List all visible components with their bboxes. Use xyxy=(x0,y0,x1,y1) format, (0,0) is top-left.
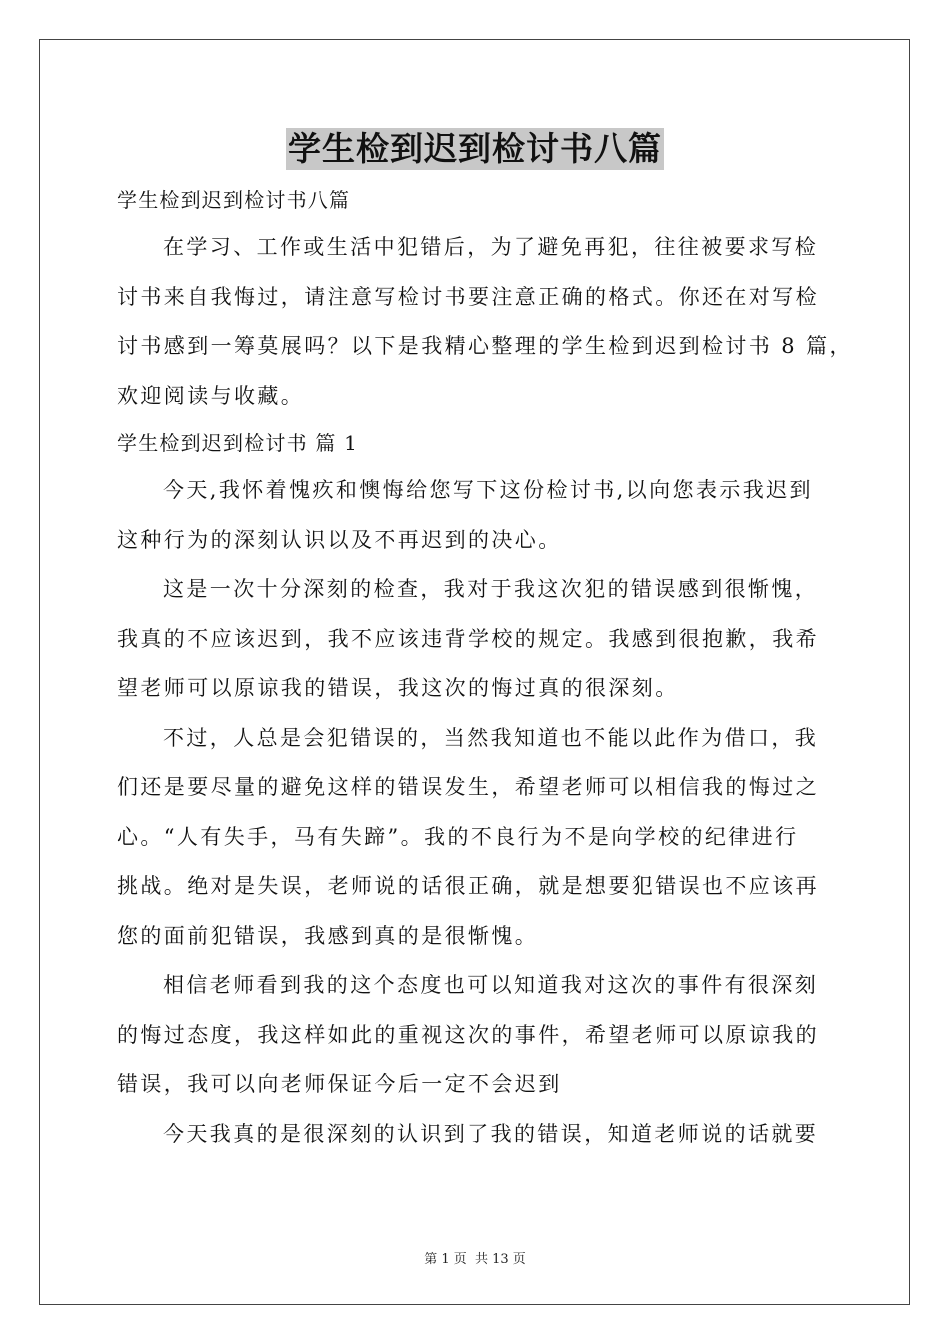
document-title: 学生检到迟到检讨书八篇 xyxy=(288,129,662,168)
text-line: 心。“人有失手，马有失蹄”。我的不良行为不是向学校的纪律进行 xyxy=(117,824,799,849)
document-subtitle: 学生检到迟到检讨书八篇 xyxy=(117,188,351,212)
page-footer xyxy=(0,1248,950,1267)
title-container xyxy=(0,128,950,170)
text-line: 这是一次十分深刻的检查，我对于我这次犯的错误感到很惭愧， xyxy=(163,577,819,601)
text-line: 我真的不应该迟到，我不应该违背学校的规定。我感到很抱歉，我希 xyxy=(117,626,819,651)
section-heading: 学生检到迟到检讨书 篇 1 xyxy=(117,431,359,455)
text-line: 讨书感到一筹莫展吗？以下是我精心整理的学生检到迟到检讨书 8 篇， xyxy=(117,334,853,358)
text-line: 今天,我怀着愧疚和懊悔给您写下这份检讨书,以向您表示我迟到 xyxy=(163,478,813,502)
text-line: 在学习、工作或生活中犯错后，为了避免再犯，往往被要求写检 xyxy=(163,235,819,259)
text-line: 挑战。绝对是失误，老师说的话很正确，就是想要犯错误也不应该再 xyxy=(117,874,819,898)
text-line: 们还是要尽量的避免这样的错误发生，希望老师可以相信我的悔过之 xyxy=(117,775,819,799)
paragraph-3 xyxy=(117,714,837,962)
text-line: 不过，人总是会犯错误的，当然我知道也不能以此作为借口，我 xyxy=(163,725,819,750)
paragraph-2 xyxy=(117,565,837,714)
text-line: 今天我真的是很深刻的认识到了我的错误，知道老师说的话就要 xyxy=(163,1121,819,1146)
text-line: 相信老师看到我的这个态度也可以知道我对这次的事件有很深刻 xyxy=(163,973,819,997)
text-line: 的悔过态度，我这样如此的重视这次的事件，希望老师可以原谅我的 xyxy=(117,1022,819,1047)
intro-paragraph xyxy=(117,223,853,421)
paragraph-1 xyxy=(117,466,837,565)
document-body xyxy=(117,178,853,1159)
text-line: 望老师可以原谅我的错误，我这次的悔过真的很深刻。 xyxy=(117,676,679,700)
text-line: 讨书来自我悔过，请注意写检讨书要注意正确的格式。你还在对写检 xyxy=(117,284,819,309)
text-line: 错误，我可以向老师保证今后一定不会迟到 xyxy=(117,1072,562,1096)
text-line: 这种行为的深刻认识以及不再迟到的决心。 xyxy=(117,527,562,552)
paragraph-4 xyxy=(117,961,837,1110)
paragraph-5 xyxy=(117,1110,837,1160)
page-number: 第 1 页 xyxy=(424,1252,467,1267)
text-line: 欢迎阅读与收藏。 xyxy=(117,383,305,408)
page-total: 共 13 页 xyxy=(474,1252,526,1267)
text-line: 您的面前犯错误，我感到真的是很惭愧。 xyxy=(117,923,539,948)
